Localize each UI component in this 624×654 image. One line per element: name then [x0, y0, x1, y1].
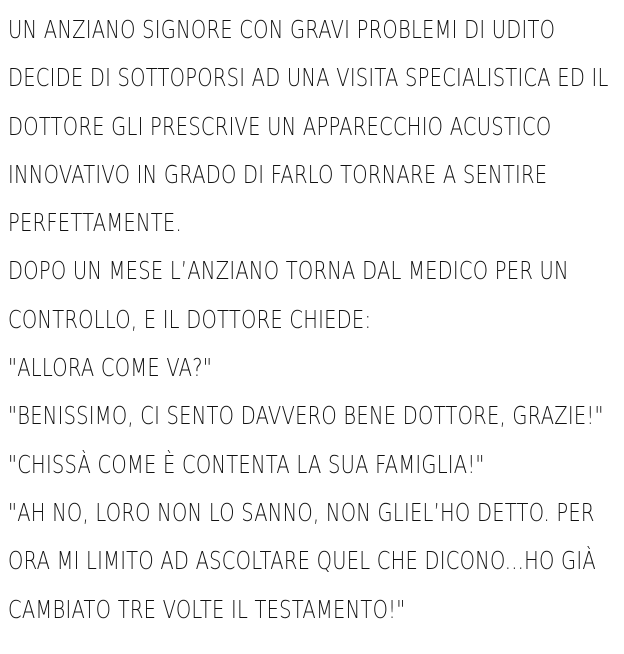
text-line: DOPO UN MESE L’ANZIANO TORNA DAL MEDICO PER UN [8, 256, 569, 286]
text-line: "ALLORA COME VA?" [8, 353, 213, 383]
text-line: "CHISSÀ COME È CONTENTA LA SUA FAMIGLIA!" [8, 449, 485, 479]
joke-text [8, 6, 618, 634]
text-line: "BENISSIMO, CI SENTO DAVVERO BENE DOTTORE, GRAZIE!" [8, 401, 604, 431]
text-line: "AH NO, LORO NON LO SANNO, NON GLIEL’HO DETTO. PER [8, 497, 595, 527]
text-line: ORA MI LIMITO AD ASCOLTARE QUEL CHE DICONO...HO GIÀ [8, 546, 596, 576]
text-line: DECIDE DI SOTTOPORSI AD UNA VISITA SPECIALISTICA ED IL [8, 63, 609, 93]
text-line: PERFETTAMENTE. [8, 208, 182, 238]
text-line: CAMBIATO TRE VOLTE IL TESTAMENTO!" [8, 594, 406, 624]
text-line: INNOVATIVO IN GRADO DI FARLO TORNARE A SENTIRE [8, 159, 548, 189]
text-line: DOTTORE GLI PRESCRIVE UN APPARECCHIO ACUSTICO [8, 111, 552, 141]
text-line: CONTROLLO, E IL DOTTORE CHIEDE: [8, 304, 372, 334]
text-line: UN ANZIANO SIGNORE CON GRAVI PROBLEMI DI UDITO [8, 15, 556, 44]
